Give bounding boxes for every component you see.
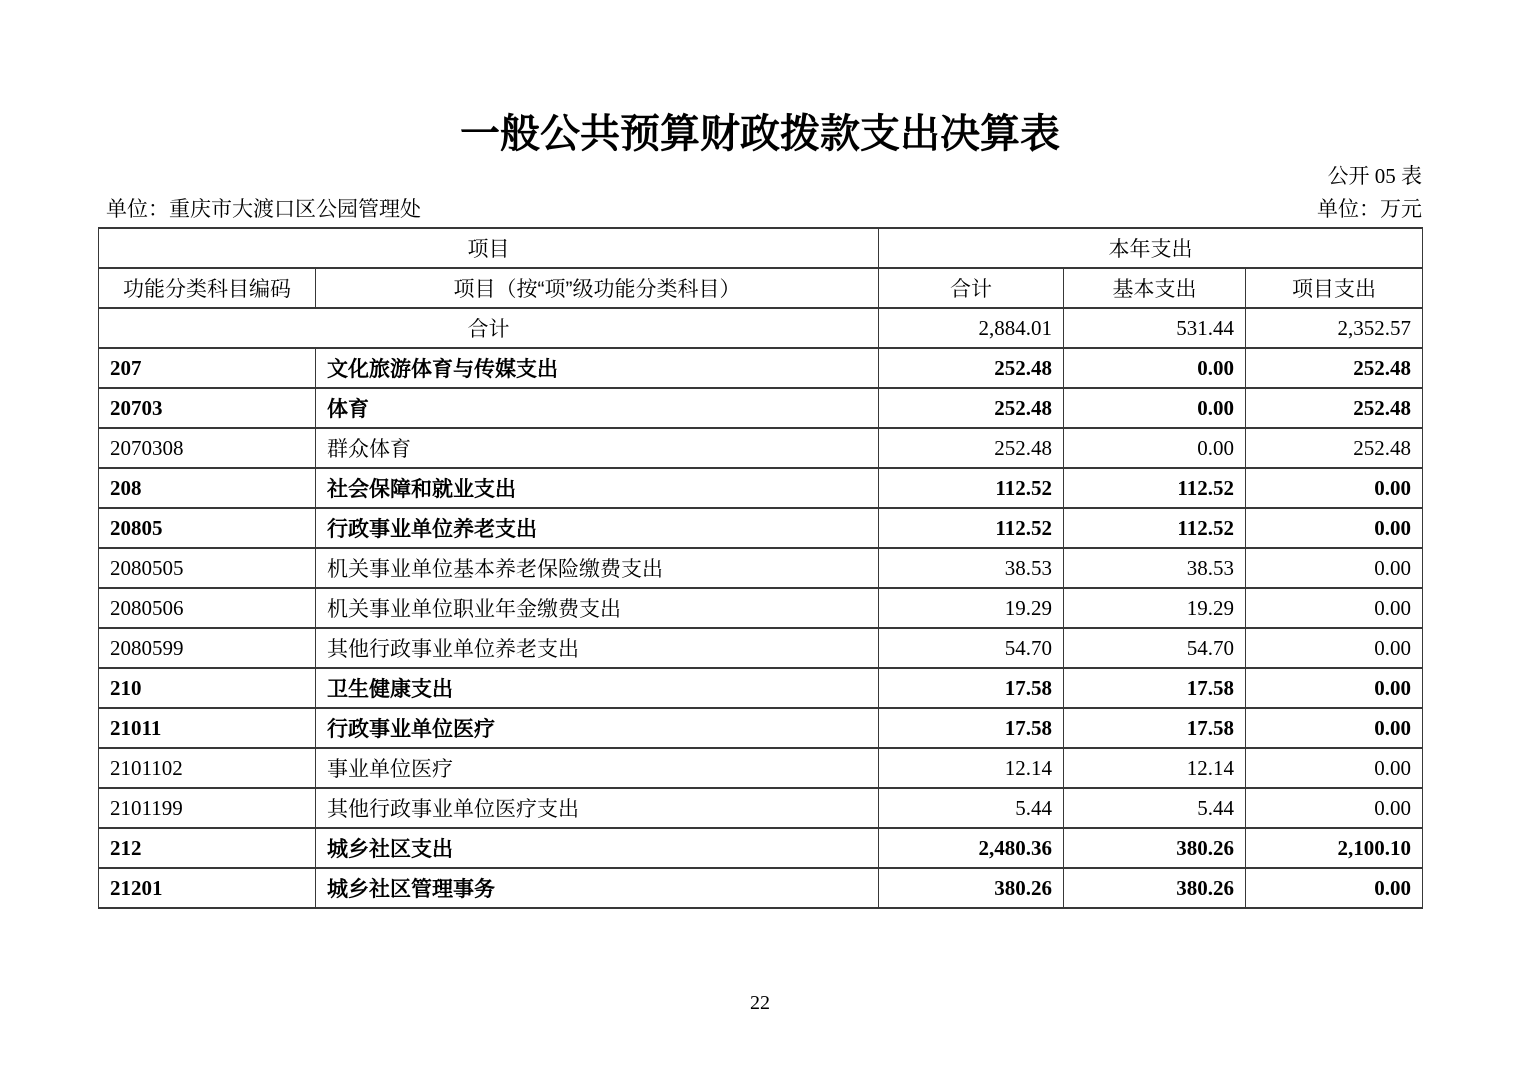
row-name-cell: 行政事业单位医疗 <box>316 708 879 748</box>
row-basic-cell: 0.00 <box>1064 428 1246 468</box>
row-code-cell: 21011 <box>99 708 316 748</box>
row-project-cell: 0.00 <box>1246 468 1423 508</box>
table-row <box>99 628 1423 668</box>
row-name-cell: 文化旅游体育与传媒支出 <box>316 348 879 388</box>
budget-table <box>98 227 1423 909</box>
table-code-label: 公开 05 表 <box>1327 164 1422 188</box>
row-project-cell: 0.00 <box>1246 588 1423 628</box>
row-total-cell: 252.48 <box>879 428 1064 468</box>
header-total-column: 合计 <box>879 268 1064 308</box>
row-name-cell: 社会保障和就业支出 <box>316 468 879 508</box>
row-project-cell: 0.00 <box>1246 868 1423 908</box>
row-basic-cell: 0.00 <box>1064 388 1246 428</box>
row-basic-cell: 380.26 <box>1064 828 1246 868</box>
row-code-cell: 2070308 <box>99 428 316 468</box>
header-code-column: 功能分类科目编码 <box>99 268 316 308</box>
row-name-cell: 机关事业单位职业年金缴费支出 <box>316 588 879 628</box>
row-code-cell: 2101199 <box>99 788 316 828</box>
table-row <box>99 508 1423 548</box>
table-row <box>99 468 1423 508</box>
row-basic-cell: 17.58 <box>1064 708 1246 748</box>
row-code-cell: 2080505 <box>99 548 316 588</box>
row-project-cell: 0.00 <box>1246 788 1423 828</box>
row-total-cell: 38.53 <box>879 548 1064 588</box>
table-row <box>99 388 1423 428</box>
row-basic-cell: 38.53 <box>1064 548 1246 588</box>
row-code-cell: 2080599 <box>99 628 316 668</box>
table-row <box>99 668 1423 708</box>
row-total-cell: 17.58 <box>879 708 1064 748</box>
row-name-cell: 城乡社区支出 <box>316 828 879 868</box>
total-row <box>99 308 1423 348</box>
row-total-cell: 112.52 <box>879 468 1064 508</box>
row-code-cell: 208 <box>99 468 316 508</box>
row-total-cell: 252.48 <box>879 348 1064 388</box>
table-row <box>99 348 1423 388</box>
row-name-cell: 卫生健康支出 <box>316 668 879 708</box>
table-row <box>99 588 1423 628</box>
row-code-cell: 20703 <box>99 388 316 428</box>
header-basic-column: 基本支出 <box>1064 268 1246 308</box>
table-row <box>99 548 1423 588</box>
row-basic-cell: 5.44 <box>1064 788 1246 828</box>
page-title: 一般公共预算财政拨款支出决算表 <box>460 112 1060 156</box>
row-project-cell: 0.00 <box>1246 748 1423 788</box>
row-project-cell: 2,100.10 <box>1246 828 1423 868</box>
page-number: 22 <box>750 992 770 1014</box>
table-row <box>99 828 1423 868</box>
row-project-cell: 252.48 <box>1246 388 1423 428</box>
row-basic-cell: 54.70 <box>1064 628 1246 668</box>
row-basic-cell: 17.58 <box>1064 668 1246 708</box>
org-label: 单位：重庆市大渡口区公园管理处 <box>106 197 421 221</box>
header-name-column: 项目（按“项”级功能分类科目） <box>316 268 879 308</box>
row-name-cell: 机关事业单位基本养老保险缴费支出 <box>316 548 879 588</box>
row-code-cell: 212 <box>99 828 316 868</box>
row-basic-cell: 112.52 <box>1064 508 1246 548</box>
row-project-cell: 0.00 <box>1246 668 1423 708</box>
header-project-group: 项目 <box>99 228 879 268</box>
total-row-project: 2,352.57 <box>1246 308 1423 348</box>
row-basic-cell: 112.52 <box>1064 468 1246 508</box>
header-expenditure-group: 本年支出 <box>879 228 1423 268</box>
row-basic-cell: 0.00 <box>1064 348 1246 388</box>
row-code-cell: 2101102 <box>99 748 316 788</box>
row-total-cell: 380.26 <box>879 868 1064 908</box>
header-project-column: 项目支出 <box>1246 268 1423 308</box>
row-total-cell: 12.14 <box>879 748 1064 788</box>
row-name-cell: 其他行政事业单位养老支出 <box>316 628 879 668</box>
row-total-cell: 252.48 <box>879 388 1064 428</box>
row-total-cell: 54.70 <box>879 628 1064 668</box>
row-basic-cell: 19.29 <box>1064 588 1246 628</box>
table-row <box>99 868 1423 908</box>
row-name-cell: 体育 <box>316 388 879 428</box>
row-code-cell: 20805 <box>99 508 316 548</box>
row-name-cell: 其他行政事业单位医疗支出 <box>316 788 879 828</box>
table-row <box>99 708 1423 748</box>
row-total-cell: 5.44 <box>879 788 1064 828</box>
row-name-cell: 城乡社区管理事务 <box>316 868 879 908</box>
table-row <box>99 788 1423 828</box>
unit-label: 单位：万元 <box>1317 197 1422 221</box>
table-header-row <box>99 268 1423 308</box>
row-project-cell: 0.00 <box>1246 508 1423 548</box>
row-code-cell: 2080506 <box>99 588 316 628</box>
row-total-cell: 17.58 <box>879 668 1064 708</box>
total-row-label: 合计 <box>99 308 879 348</box>
row-name-cell: 行政事业单位养老支出 <box>316 508 879 548</box>
row-project-cell: 0.00 <box>1246 548 1423 588</box>
row-name-cell: 事业单位医疗 <box>316 748 879 788</box>
table-row <box>99 428 1423 468</box>
row-name-cell: 群众体育 <box>316 428 879 468</box>
row-total-cell: 19.29 <box>879 588 1064 628</box>
total-row-basic: 531.44 <box>1064 308 1246 348</box>
row-basic-cell: 12.14 <box>1064 748 1246 788</box>
row-project-cell: 252.48 <box>1246 428 1423 468</box>
row-total-cell: 112.52 <box>879 508 1064 548</box>
row-code-cell: 207 <box>99 348 316 388</box>
total-row-total: 2,884.01 <box>879 308 1064 348</box>
row-code-cell: 210 <box>99 668 316 708</box>
row-project-cell: 0.00 <box>1246 708 1423 748</box>
row-project-cell: 0.00 <box>1246 628 1423 668</box>
row-basic-cell: 380.26 <box>1064 868 1246 908</box>
row-project-cell: 252.48 <box>1246 348 1423 388</box>
row-code-cell: 21201 <box>99 868 316 908</box>
table-header-group-row <box>99 228 1423 268</box>
table-row <box>99 748 1423 788</box>
row-total-cell: 2,480.36 <box>879 828 1064 868</box>
